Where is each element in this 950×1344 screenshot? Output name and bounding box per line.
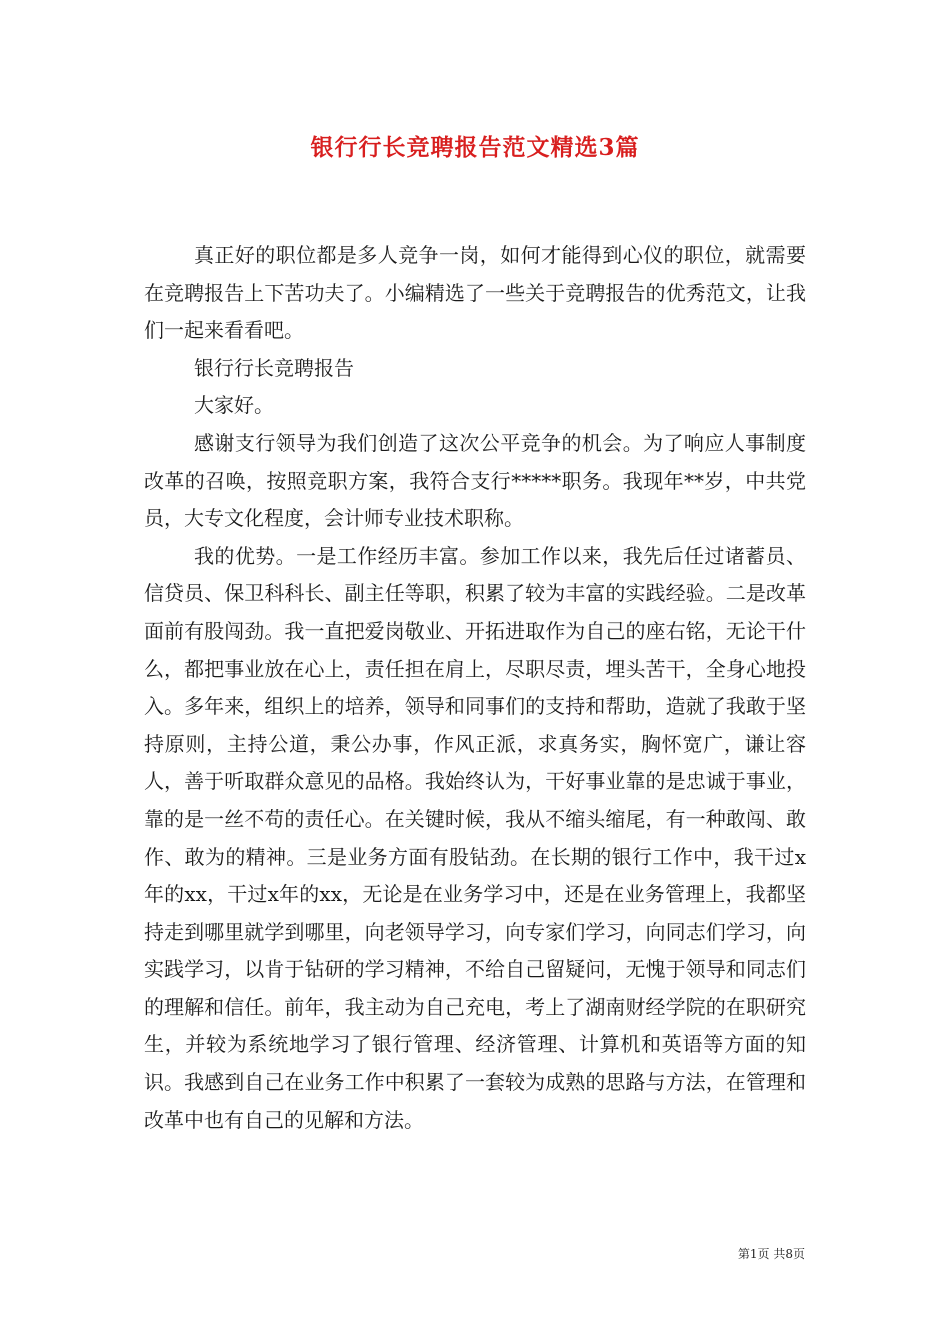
- page-number: 第1页 共8页: [737, 1247, 805, 1261]
- document-title: 银行行长竞聘报告范文精选3篇: [310, 134, 640, 161]
- paragraph-advantages: 我的优势。一是工作经历丰富。参加工作以来，我先后任过诸蓄员、信贷员、保卫科科长、副主任等职，积累了较为丰富的实践经验。二是改革面前有股闯劲。我一直把爱岗敬业、开拓进取作为自己的座右铭，无论干什么，都把事业放在心上，责任担在肩上，尽职尽责，埋头苦干，全身心地投入。多年来，组织上的培养，领导和同事们的支持和帮助，造就了我敢于坚持原则，主持公道，秉公办事，作风正派，求真务实，胸怀宽广，谦让容人，善于听取群众意见的品格。我始终认为，干好事业靠的是忠诚于事业，靠的是一丝不苟的责任心。在关键时候，我从不缩头缩尾，有一种敢闯、敢作、敢为的精神。三是业务方面有股钻劲。在长期的银行工作中，我干过x年的xx，干过x年的xx，无论是在业务学习中，还是在业务管理上，我都坚持走到哪里就学到哪里，向老领导学习，向专家们学习，向同志们学习，向实践学习，以肯于钻研的学习精神，不给自己留疑问，无愧于领导和同志们的理解和信任。前年，我主动为自己充电，考上了湖南财经学院的在职研究生，并较为系统地学习了银行管理、经济管理、计算机和英语等方面的知识。我感到自己在业务工作中积累了一套较为成熟的思路与方法，在管理和改革中也有自己的见解和方法。: [144, 543, 806, 1132]
- document-body: [144, 237, 806, 1139]
- paragraph-heading: 银行行长竞聘报告: [194, 355, 354, 380]
- paragraph-greeting: 大家好。: [194, 393, 274, 418]
- paragraph-intro: 真正好的职位都是多人竞争一岗，如何才能得到心仪的职位，就需要在竞聘报告上下苦功夫了。小编精选了一些关于竞聘报告的优秀范文，让我们一起来看看吧。: [144, 243, 806, 343]
- paragraph-thanks: 感谢支行领导为我们创造了这次公平竞争的机会。为了响应人事制度改革的召唤，按照竞职方案，我符合支行*****职务。我现年**岁，中共党员，大专文化程度，会计师专业技术职称。: [144, 430, 806, 531]
